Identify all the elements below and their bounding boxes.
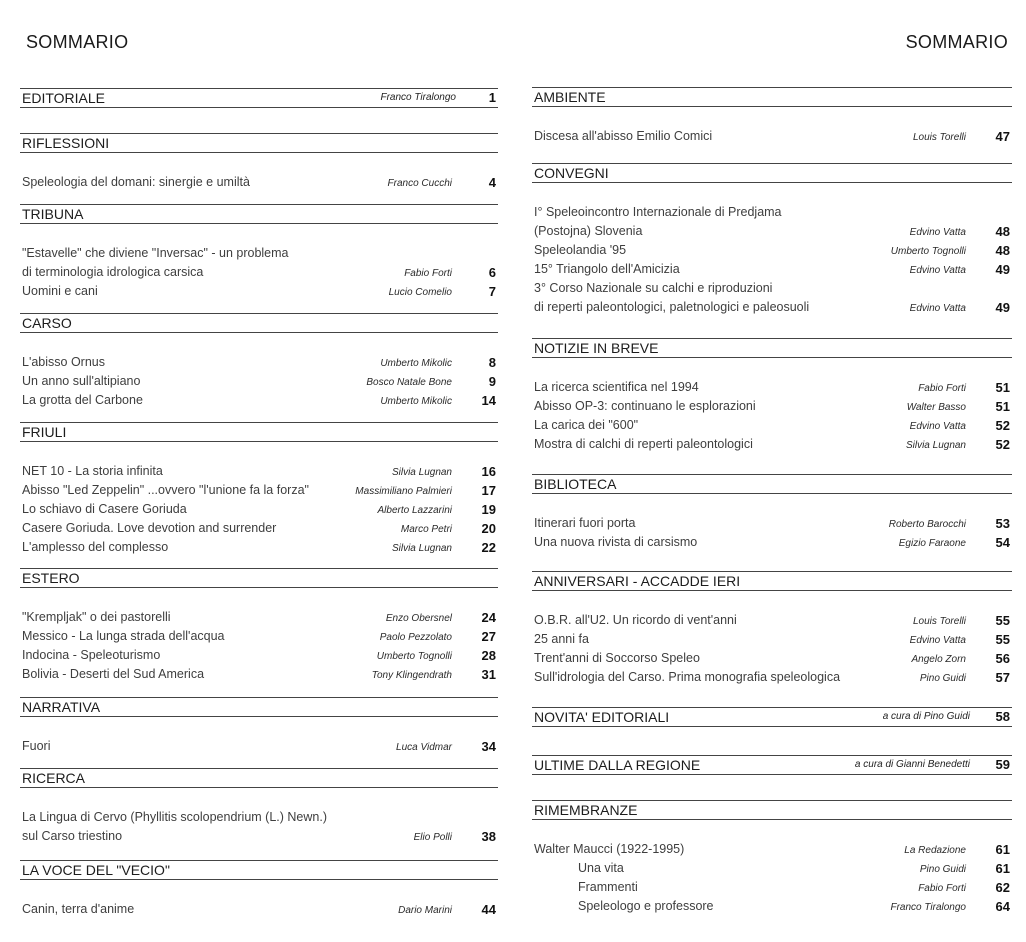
toc-section xyxy=(20,568,498,684)
toc-entry[interactable] xyxy=(532,222,1012,241)
entry-author: Silvia Lugnan xyxy=(905,440,966,451)
section-page-number: 1 xyxy=(488,90,496,105)
entry-title: L'abisso Ornus xyxy=(22,355,105,369)
entry-author: Tony Klingendrath xyxy=(371,670,452,681)
section-author: Franco Tiralongo xyxy=(380,92,456,103)
entry-list xyxy=(20,808,498,846)
toc-entry[interactable] xyxy=(20,282,498,301)
entry-title: Discesa all'abisso Emilio Comici xyxy=(534,129,713,143)
entry-page-number: 62 xyxy=(995,880,1010,895)
toc-entry[interactable] xyxy=(20,353,498,372)
section-header xyxy=(20,768,498,788)
section-header xyxy=(20,313,498,333)
toc-entry[interactable] xyxy=(20,519,498,538)
header-bottom-rule xyxy=(20,223,498,224)
entry-title: Walter Maucci (1922-1995) xyxy=(534,842,685,856)
entry-page-number: 48 xyxy=(995,243,1010,258)
header-top-rule xyxy=(20,204,498,205)
section-title: ANNIVERSARI - ACCADDE IERI xyxy=(534,572,746,590)
toc-entry[interactable] xyxy=(20,263,498,282)
entry-title: La grotta del Carbone xyxy=(22,393,143,407)
toc-entry[interactable] xyxy=(20,244,498,263)
toc-section xyxy=(20,204,498,301)
entry-title: di terminologia idrologica carsica xyxy=(22,265,204,279)
section-title: CONVEGNI xyxy=(534,164,615,182)
entry-author: Umberto Tognolli xyxy=(376,651,452,662)
entry-author: Roberto Barocchi xyxy=(888,519,966,530)
header-top-rule xyxy=(20,422,498,423)
toc-entry[interactable] xyxy=(532,840,1012,859)
toc-entry[interactable] xyxy=(20,665,498,684)
entry-list xyxy=(532,127,1012,146)
section-title: AMBIENTE xyxy=(534,88,612,106)
entry-title: La carica dei "600" xyxy=(534,418,639,432)
entry-title: Speleologo e professore xyxy=(578,899,714,913)
toc-entry[interactable] xyxy=(532,630,1012,649)
entry-author: Luca Vidmar xyxy=(396,742,452,753)
section-title: NOVITA' EDITORIALI xyxy=(534,708,675,726)
entry-title: sul Carso triestino xyxy=(22,829,123,843)
entry-list xyxy=(532,203,1012,317)
section-header xyxy=(532,338,1012,358)
entry-title: NET 10 - La storia infinita xyxy=(22,464,163,478)
toc-section xyxy=(20,697,498,756)
entry-title: "Estavelle" che diviene "Inversac" - un problema xyxy=(22,246,289,260)
section-header xyxy=(532,800,1012,820)
header-bottom-rule xyxy=(20,152,498,153)
entry-author: Pino Guidi xyxy=(919,864,966,875)
entry-page-number: 57 xyxy=(995,670,1010,685)
entry-title: "Krempljak" o dei pastorelli xyxy=(22,610,171,624)
section-title: FRIULI xyxy=(22,423,72,441)
header-bottom-rule xyxy=(532,819,1012,820)
entry-title: Casere Goriuda. Love devotion and surrender xyxy=(22,521,277,535)
entry-page-number: 38 xyxy=(481,829,496,844)
entry-page-number: 20 xyxy=(481,521,496,536)
entry-page-number: 51 xyxy=(995,380,1010,395)
entry-page-number: 53 xyxy=(995,516,1010,531)
section-title: ESTERO xyxy=(22,569,86,587)
entry-page-number: 4 xyxy=(488,175,496,190)
entry-page-number: 9 xyxy=(488,374,496,389)
toc-entry[interactable] xyxy=(532,127,1012,146)
entry-title: Frammenti xyxy=(578,880,638,894)
section-title: LA VOCE DEL "VECIO" xyxy=(22,861,176,879)
section-author: a cura di Pino Guidi xyxy=(882,711,970,722)
section-title: RIMEMBRANZE xyxy=(534,801,643,819)
entry-author: Franco Cucchi xyxy=(387,178,452,189)
entry-list xyxy=(20,608,498,684)
section-page-number: 58 xyxy=(995,709,1010,724)
toc-entry[interactable] xyxy=(20,737,498,756)
toc-entry[interactable] xyxy=(20,391,498,410)
header-bottom-rule xyxy=(20,441,498,442)
entry-title: L'amplesso del complesso xyxy=(22,540,169,554)
toc-entry[interactable] xyxy=(20,538,498,557)
entry-list xyxy=(532,611,1012,687)
toc-entry[interactable] xyxy=(532,416,1012,435)
entry-title: (Postojna) Slovenia xyxy=(534,224,643,238)
toc-entry[interactable] xyxy=(20,808,498,827)
toc-entry[interactable] xyxy=(20,608,498,627)
entry-page-number: 7 xyxy=(488,284,496,299)
entry-author: Fabio Forti xyxy=(918,883,966,894)
entry-list xyxy=(20,353,498,410)
entry-title: I° Speleoincontro Internazionale di Predjama xyxy=(534,205,782,219)
entry-title: Lo schiavo di Casere Goriuda xyxy=(22,502,187,516)
entry-list xyxy=(20,173,498,192)
entry-title: di reperti paleontologici, paletnologici e paleosuoli xyxy=(534,300,810,314)
entry-page-number: 55 xyxy=(995,613,1010,628)
entry-title: Messico - La lunga strada dell'acqua xyxy=(22,629,225,643)
entry-author: Lucio Comelio xyxy=(388,287,452,298)
toc-entry[interactable] xyxy=(20,900,498,919)
header-bottom-rule xyxy=(532,493,1012,494)
toc-entry[interactable] xyxy=(532,279,1012,298)
entry-author: Umberto Mikolic xyxy=(380,396,452,407)
section-header xyxy=(20,133,498,153)
toc-entry[interactable] xyxy=(20,173,498,192)
entry-page-number: 34 xyxy=(481,739,496,754)
entry-page-number: 61 xyxy=(995,861,1010,876)
entry-author: Pino Guidi xyxy=(919,673,966,684)
toc-section xyxy=(20,88,498,108)
entry-page-number: 47 xyxy=(995,129,1010,144)
entry-list xyxy=(20,737,498,756)
entry-list xyxy=(20,244,498,301)
entry-author: Alberto Lazzarini xyxy=(377,505,452,516)
entry-page-number: 52 xyxy=(995,418,1010,433)
section-header xyxy=(532,163,1012,183)
entry-author: Massimiliano Palmieri xyxy=(355,486,452,497)
entry-title: 15° Triangolo dell'Amicizia xyxy=(534,262,680,276)
toc-section xyxy=(532,755,1012,775)
section-title: BIBLIOTECA xyxy=(534,475,622,493)
entry-author: Fabio Forti xyxy=(404,268,452,279)
entry-title: Abisso "Led Zeppelin" ...ovvero "l'unione fa la forza" xyxy=(22,483,309,497)
toc-entry[interactable] xyxy=(20,372,498,391)
toc-entry[interactable] xyxy=(532,241,1012,260)
entry-title: O.B.R. all'U2. Un ricordo di vent'anni xyxy=(534,613,737,627)
entry-author: Louis Torelli xyxy=(913,616,966,627)
entry-author: Edvino Vatta xyxy=(909,265,966,276)
section-header xyxy=(20,204,498,224)
entry-author: Enzo Obersnel xyxy=(385,613,452,624)
entry-page-number: 17 xyxy=(481,483,496,498)
right-column xyxy=(532,0,1012,942)
entry-title: Canin, terra d'anime xyxy=(22,902,135,916)
entry-title: Un anno sull'altipiano xyxy=(22,374,141,388)
entry-page-number: 28 xyxy=(481,648,496,663)
entry-page-number: 52 xyxy=(995,437,1010,452)
section-header xyxy=(532,571,1012,591)
header-bottom-rule xyxy=(532,106,1012,107)
entry-author: Bosco Natale Bone xyxy=(366,377,452,388)
entry-page-number: 6 xyxy=(488,265,496,280)
entry-author: Angelo Zorn xyxy=(911,654,966,665)
header-top-rule xyxy=(20,768,498,769)
left-column xyxy=(20,0,498,942)
header-bottom-rule xyxy=(20,787,498,788)
entry-page-number: 22 xyxy=(481,540,496,555)
entry-page-number: 48 xyxy=(995,224,1010,239)
entry-author: Edvino Vatta xyxy=(909,421,966,432)
section-title: NOTIZIE IN BREVE xyxy=(534,339,664,357)
header-top-rule xyxy=(20,568,498,569)
entry-title: Fuori xyxy=(22,739,51,753)
entry-title: 25 anni fa xyxy=(534,632,589,646)
entry-title: La ricerca scientifica nel 1994 xyxy=(534,380,699,394)
header-bottom-rule xyxy=(532,357,1012,358)
entry-page-number: 55 xyxy=(995,632,1010,647)
section-header xyxy=(532,87,1012,107)
section-header xyxy=(532,707,1012,727)
toc-section xyxy=(532,474,1012,552)
entry-page-number: 61 xyxy=(995,842,1010,857)
header-bottom-rule xyxy=(20,587,498,588)
entry-author: Dario Marini xyxy=(398,905,452,916)
toc-entry[interactable] xyxy=(20,462,498,481)
entry-page-number: 44 xyxy=(481,902,496,917)
section-header xyxy=(532,755,1012,775)
entry-title: Una vita xyxy=(578,861,624,875)
toc-section xyxy=(532,571,1012,687)
toc-entry[interactable] xyxy=(532,260,1012,279)
section-title: RIFLESSIONI xyxy=(22,134,115,152)
entry-author: Elio Polli xyxy=(413,832,452,843)
entry-page-number: 19 xyxy=(481,502,496,517)
toc-entry[interactable] xyxy=(532,878,1012,897)
header-bottom-rule xyxy=(532,726,1012,727)
entry-page-number: 31 xyxy=(481,667,496,682)
section-header xyxy=(20,422,498,442)
entry-title: Una nuova rivista di carsismo xyxy=(534,535,698,549)
toc-section xyxy=(532,707,1012,727)
section-header xyxy=(532,474,1012,494)
toc-entry[interactable] xyxy=(532,203,1012,222)
section-title: NARRATIVA xyxy=(22,698,106,716)
toc-entry[interactable] xyxy=(20,627,498,646)
entry-list xyxy=(532,840,1012,916)
section-title: EDITORIALE xyxy=(22,89,111,107)
header-bottom-rule xyxy=(20,716,498,717)
entry-page-number: 51 xyxy=(995,399,1010,414)
entry-title: Mostra di calchi di reperti paleontologici xyxy=(534,437,753,451)
header-bottom-rule xyxy=(20,107,498,108)
entry-author: Louis Torelli xyxy=(913,132,966,143)
entry-author: Egizio Faraone xyxy=(898,538,966,549)
entry-author: Franco Tiralongo xyxy=(890,902,966,913)
toc-section xyxy=(532,800,1012,916)
section-header xyxy=(20,568,498,588)
entry-author: La Redazione xyxy=(904,845,966,856)
entry-title: Sull'idrologia del Carso. Prima monografia speleologica xyxy=(534,670,841,684)
entry-list xyxy=(20,462,498,557)
toc-section xyxy=(20,133,498,192)
toc-entry[interactable] xyxy=(532,897,1012,916)
entry-list xyxy=(532,514,1012,552)
entry-title: 3° Corso Nazionale su calchi e riproduzioni xyxy=(534,281,773,295)
header-bottom-rule xyxy=(532,182,1012,183)
section-title: RICERCA xyxy=(22,769,91,787)
toc-section xyxy=(20,422,498,557)
header-bottom-rule xyxy=(20,879,498,880)
toc-section xyxy=(532,338,1012,454)
section-header xyxy=(20,88,498,108)
toc-entry[interactable] xyxy=(532,514,1012,533)
entry-list xyxy=(532,378,1012,454)
toc-entry[interactable] xyxy=(532,649,1012,668)
entry-page-number: 49 xyxy=(995,262,1010,277)
entry-page-number: 56 xyxy=(995,651,1010,666)
entry-title: Speleolandia '95 xyxy=(534,243,627,257)
entry-title: Indocina - Speleoturismo xyxy=(22,648,161,662)
toc-section xyxy=(20,313,498,410)
right-page-title: SOMMARIO xyxy=(905,32,1008,52)
section-title: ULTIME DALLA REGIONE xyxy=(534,756,706,774)
entry-title: La Lingua di Cervo (Phyllitis scolopendrium (L.) Newn.) xyxy=(22,810,327,824)
toc-entry[interactable] xyxy=(20,500,498,519)
entry-page-number: 54 xyxy=(995,535,1010,550)
entry-page-number: 24 xyxy=(481,610,496,625)
entry-title: Abisso OP-3: continuano le esplorazioni xyxy=(534,399,756,413)
entry-title: Itinerari fuori porta xyxy=(534,516,636,530)
toc-entry[interactable] xyxy=(532,859,1012,878)
toc-entry[interactable] xyxy=(532,668,1012,687)
toc-entry[interactable] xyxy=(532,298,1012,317)
entry-author: Edvino Vatta xyxy=(909,635,966,646)
entry-author: Edvino Vatta xyxy=(909,303,966,314)
entry-author: Edvino Vatta xyxy=(909,227,966,238)
entry-author: Silvia Lugnan xyxy=(391,467,452,478)
section-author: a cura di Gianni Benedetti xyxy=(854,759,970,770)
entry-title: Trent'anni di Soccorso Speleo xyxy=(534,651,700,665)
entry-list xyxy=(20,900,498,919)
header-bottom-rule xyxy=(532,774,1012,775)
entry-author: Umberto Mikolic xyxy=(380,358,452,369)
section-title: TRIBUNA xyxy=(22,205,89,223)
entry-author: Marco Petri xyxy=(400,524,452,535)
section-title: CARSO xyxy=(22,314,78,332)
toc-entry[interactable] xyxy=(20,646,498,665)
section-page-number: 59 xyxy=(995,757,1010,772)
header-top-rule xyxy=(20,313,498,314)
left-page-title: SOMMARIO xyxy=(26,32,129,52)
toc-entry[interactable] xyxy=(532,533,1012,552)
header-bottom-rule xyxy=(20,332,498,333)
toc-entry[interactable] xyxy=(532,397,1012,416)
section-header xyxy=(20,860,498,880)
entry-page-number: 14 xyxy=(481,393,496,408)
section-header xyxy=(20,697,498,717)
entry-page-number: 64 xyxy=(995,899,1010,914)
toc-entry[interactable] xyxy=(20,827,498,846)
entry-page-number: 49 xyxy=(995,300,1010,315)
entry-title: Bolivia - Deserti del Sud America xyxy=(22,667,205,681)
toc-section xyxy=(532,163,1012,317)
entry-author: Fabio Forti xyxy=(918,383,966,394)
entry-page-number: 8 xyxy=(488,355,496,370)
entry-page-number: 16 xyxy=(481,464,496,479)
header-bottom-rule xyxy=(532,590,1012,591)
toc-section xyxy=(20,860,498,919)
entry-author: Silvia Lugnan xyxy=(391,543,452,554)
entry-title: Speleologia del domani: sinergie e umiltà xyxy=(22,175,250,189)
toc-section xyxy=(20,768,498,846)
entry-author: Umberto Tognolli xyxy=(890,246,966,257)
entry-author: Walter Basso xyxy=(906,402,966,413)
toc-entry[interactable] xyxy=(20,481,498,500)
toc-entry[interactable] xyxy=(532,435,1012,454)
toc-entry[interactable] xyxy=(532,611,1012,630)
entry-author: Paolo Pezzolato xyxy=(379,632,452,643)
entry-page-number: 27 xyxy=(481,629,496,644)
toc-section xyxy=(532,87,1012,146)
entry-title: Uomini e cani xyxy=(22,284,98,298)
toc-entry[interactable] xyxy=(532,378,1012,397)
